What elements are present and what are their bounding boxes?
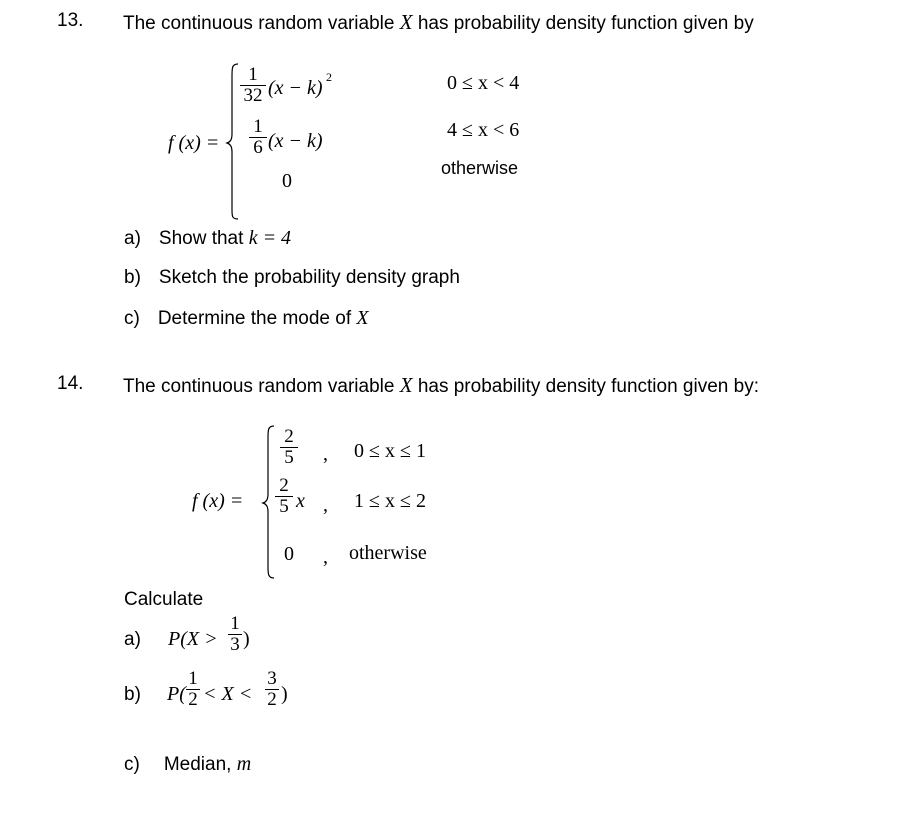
q13-stem-var: X (399, 10, 413, 34)
q13-piece2-fraction: 1 6 (249, 118, 267, 157)
q14-part-b-suffix: ) (281, 683, 288, 705)
q14-part-a-label: a) (124, 629, 141, 650)
q14-fx-label: f (x) = (192, 490, 244, 512)
q13-part-b-text: Sketch the probability density graph (158, 267, 460, 288)
q13-piece3-condition: otherwise (441, 158, 519, 178)
q13-part-a-text: Show that (158, 228, 249, 249)
q14-piece3-sep: , (323, 546, 328, 568)
q14-piece1-fraction: 2 5 (280, 428, 298, 467)
q14-part-c-math: m (236, 753, 252, 775)
q13-piece2-expr: (x − k) (268, 130, 323, 152)
q13-part-c-text: Determine the mode of (157, 308, 357, 329)
q14-part-a-fraction: 1 3 (228, 615, 242, 654)
q14-number: 14. (57, 373, 84, 394)
q13-piece3-expr: 0 (282, 170, 292, 192)
q13-part-b-label: b) (124, 267, 141, 288)
q14-part-b-prefix: P( (167, 683, 186, 705)
q13-piece1-power: 2 (326, 70, 332, 84)
q13-fx-label: f (x) = (168, 132, 220, 154)
q14-part-c-text: Median, (163, 754, 237, 775)
q14-part-b-middle: < X < (203, 683, 253, 705)
q14-piece2-var: x (296, 490, 305, 512)
q14-part-a-suffix: ) (243, 628, 250, 650)
q13-part-c-label: c) (124, 308, 140, 329)
q14-part-c (124, 753, 251, 776)
q14-piece3-expr: 0 (284, 543, 294, 565)
q13-number: 13. (57, 10, 84, 31)
q14-brace (262, 424, 276, 580)
q13-piece1-condition: 0 ≤ x < 4 (447, 72, 520, 94)
q14-piece3-condition: otherwise (349, 542, 427, 564)
q13-part-c (124, 307, 369, 330)
q13-part-a-label: a) (124, 228, 141, 249)
q13-stem (123, 10, 754, 35)
q13-part-b (124, 267, 460, 289)
q14-part-a-prefix: P(X > (168, 628, 218, 650)
q14-part-c-label: c) (124, 754, 140, 775)
q14-stem (123, 373, 759, 398)
q13-stem-after: has probability density function given by (412, 13, 754, 34)
q13-piece1-fraction: 1 32 (240, 66, 266, 105)
q13-part-a-math: k = 4 (248, 227, 292, 249)
q14-stem-before: The continuous random variable (123, 376, 400, 397)
q14-stem-after: has probability density function given by: (412, 376, 759, 397)
q14-piece2-sep: , (323, 494, 328, 516)
q14-piece1-sep: , (323, 443, 328, 465)
q13-piece1-expr: (x − k) (268, 77, 323, 99)
q14-part-b-label: b) (124, 684, 141, 705)
q13-stem-before: The continuous random variable (123, 13, 400, 34)
q13-brace (226, 62, 240, 220)
q14-stem-var: X (399, 373, 413, 397)
q14-piece2-fraction: 2 5 (275, 477, 293, 516)
q13-part-a (124, 227, 291, 250)
q14-piece1-condition: 0 ≤ x ≤ 1 (354, 440, 426, 462)
q13-part-c-math: X (356, 307, 369, 329)
q13-piece2-condition: 4 ≤ x < 6 (447, 119, 520, 141)
q14-piece2-condition: 1 ≤ x ≤ 2 (354, 490, 426, 512)
q14-part-b-fraction-1: 1 2 (186, 670, 200, 709)
q14-part-b-fraction-2: 3 2 (265, 670, 279, 709)
q14-calculate-label: Calculate (124, 589, 204, 610)
